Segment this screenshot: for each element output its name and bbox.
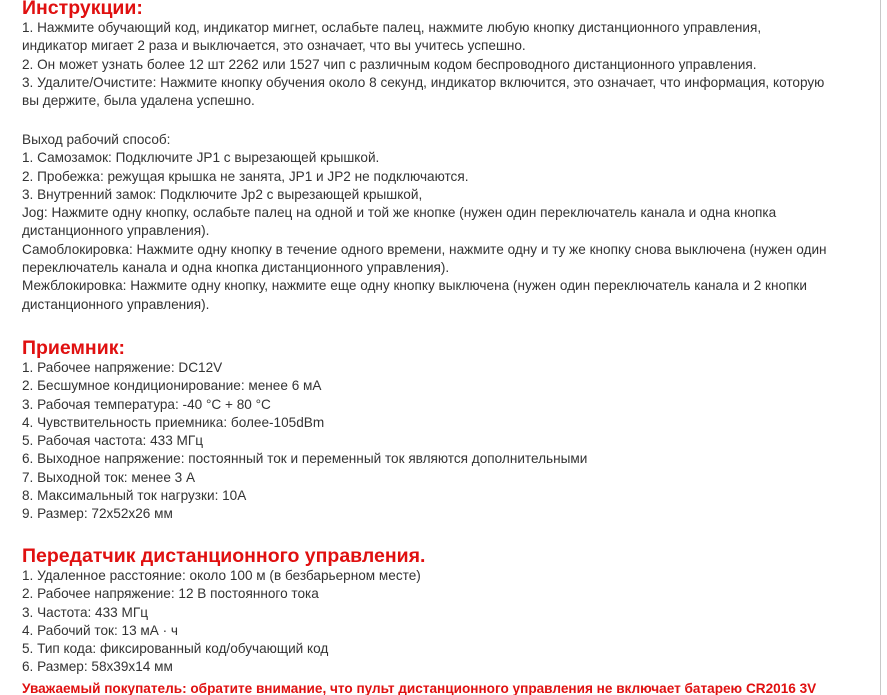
transmitter-line: 2. Рабочее напряжение: 12 В постоянного тока — [22, 586, 319, 602]
receiver-line: 7. Выходной ток: менее 3 А — [22, 469, 196, 485]
work-mode-line: дистанционного управления). — [22, 223, 210, 239]
receiver-line: 8. Максимальный ток нагрузки: 10А — [22, 488, 247, 504]
work-mode-line: 3. Внутренний замок: Подключите Jp2 с вырезающей крышкой, — [22, 186, 423, 202]
work-mode-line: дистанционного управления). — [22, 296, 210, 312]
receiver-line: 6. Выходное напряжение: постоянный ток и переменный ток являются дополнительными — [22, 451, 588, 467]
instructions-line: вы держите, была удалена успешно. — [22, 93, 255, 109]
receiver-heading: Приемник: — [22, 337, 125, 359]
work-mode-line: Межблокировка: Нажмите одну кнопку, нажмите еще одну кнопку выключена (нужен один переключатель канала и 2 кнопки — [22, 278, 807, 294]
receiver-line: 2. Бесшумное кондиционирование: менее 6 мА — [22, 378, 322, 394]
instructions-section — [22, 0, 872, 110]
instructions-heading: Инструкции: — [22, 0, 143, 19]
battery-warning-note: Уважаемый покупатель: обратите внимание, что пульт дистанционного управления не включает батарею CR2016 3V — [22, 681, 817, 695]
receiver-line: 9. Размер: 72x52x26 мм — [22, 506, 173, 522]
work-mode-line: 1. Самозамок: Подключите JP1 с вырезающей крышкой. — [22, 150, 380, 166]
instructions-line: 1. Нажмите обучающий код, индикатор мигнет, ослабьте палец, нажмите любую кнопку дистанционного управления, — [22, 20, 762, 35]
receiver-line: 4. Чувствительность приемника: более-105dBm — [22, 414, 325, 430]
transmitter-list — [22, 567, 872, 677]
receiver-line: 1. Рабочее напряжение: DC12V — [22, 360, 223, 375]
receiver-list — [22, 359, 872, 524]
work-mode-line: Самоблокировка: Нажмите одну кнопку в течение одного времени, нажмите одну и ту же кнопку снова выключена (нужен один — [22, 241, 827, 257]
content-frame-border — [880, 0, 881, 695]
transmitter-line: 3. Частота: 433 МГц — [22, 604, 148, 620]
receiver-line: 5. Рабочая частота: 433 МГц — [22, 433, 204, 449]
work-mode-line: Выход рабочий способ: — [22, 132, 171, 147]
work-mode-section — [22, 131, 872, 314]
instructions-line: 3. Удалите/Очистите: Нажмите кнопку обучения около 8 секунд, индикатор включится, это означает, что информация, которую — [22, 74, 825, 90]
transmitter-line: 4. Рабочий ток: 13 мА · ч — [22, 622, 178, 638]
receiver-section — [22, 337, 872, 524]
work-mode-line: Jog: Нажмите одну кнопку, ослабьте палец на одной и той же кнопке (нужен один переключатель канала и одна кнопка — [22, 205, 777, 221]
transmitter-heading: Передатчик дистанционного управления. — [22, 545, 426, 567]
work-mode-list — [22, 131, 872, 314]
transmitter-line: 6. Размер: 58x39x14 мм — [22, 659, 173, 675]
transmitter-section — [22, 545, 872, 677]
instructions-line: 2. Он может узнать более 12 шт 2262 или 1527 чип с различным кодом беспроводного дистанционного управления. — [22, 56, 757, 72]
work-mode-line: 2. Пробежка: режущая крышка не занята, JP1 и JP2 не подключаются. — [22, 168, 469, 184]
receiver-line: 3. Рабочая температура: -40 °C + 80 °C — [22, 396, 271, 412]
transmitter-line: 1. Удаленное расстояние: около 100 м (в безбарьерном месте) — [22, 568, 421, 583]
instructions-line: индикатор мигает 2 раза и выключается, это означает, что вы учитесь успешно. — [22, 38, 526, 54]
transmitter-line: 5. Тип кода: фиксированный код/обучающий код — [22, 641, 329, 657]
work-mode-line: переключатель канала и одна кнопка дистанционного управления). — [22, 260, 450, 276]
instructions-list — [22, 19, 872, 110]
